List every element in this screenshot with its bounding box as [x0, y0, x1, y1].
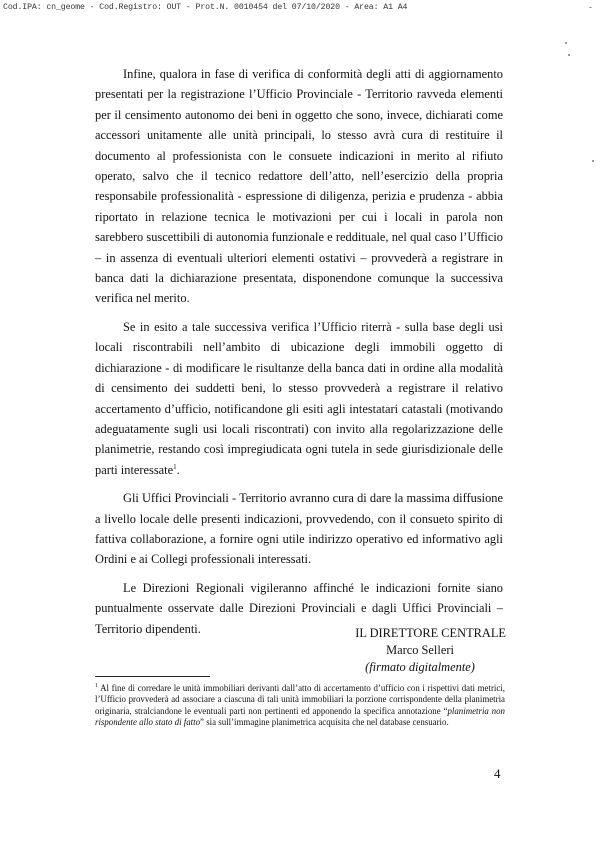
- protocol-stamp: Cod.IPA: cn_geome - Cod.Registro: OUT - Prot.N. 0010454 del 07/10/2020 - Area: A1 A4: [3, 3, 408, 12]
- paragraph-text: Se in esito a tale successiva verifica l’Ufficio riterrà - sulla base degli usi locali riscontrabili nell’ambito di ubicazione degli immobili oggetto di dichiarazione - di modificare le risultanze della banca dati in ordine alla modalità di censimento dei suddetti beni, lo stesso provvederà a registrare il relativo accertamento d’ufficio, notificandone gli esiti agli intestatari catastali (motivando adeguatamente sugli usi locali riscontrati) con invito alla regolarizzazione delle planimetrie, restando così impregiudicata ogni tutela in sede giurisdizionale delle parti interessate: [95, 319, 503, 477]
- paragraph-2: [95, 317, 503, 480]
- scan-speck: [565, 42, 567, 44]
- footnote-italic-text: planimetria non rispondente allo stato di fatto: [95, 705, 505, 728]
- corner-mark: -: [589, 2, 592, 12]
- scan-speck: [568, 54, 570, 56]
- letter-body: [95, 64, 503, 647]
- footnote-reference: 1: [173, 462, 177, 471]
- footnote: [95, 683, 505, 729]
- signatory-title: IL DIRETTORE CENTRALE: [355, 626, 506, 640]
- paragraph-1: [95, 64, 503, 309]
- footnote-text-end: ” sia sull’immagine planimetrica acquisita che nel database censuario.: [200, 717, 449, 728]
- signature-block: [330, 625, 510, 676]
- page-number: 4: [494, 766, 501, 781]
- paragraph-trailing: .: [176, 462, 180, 477]
- signatory-name: Marco Selleri: [386, 643, 454, 657]
- paragraph-text: Gli Uffici Provinciali - Territorio avranno cura di dare la massima diffusione a livello locale delle presenti indicazioni, provvedendo, con il consueto spirito di fattiva collaborazione, a fornire ogni utile indirizzo operativo ed informativo agli Ordini e ai Collegi professionali interessati.: [95, 491, 503, 567]
- paragraph-text: Infine, qualora in fase di verifica di conformità degli atti di aggiornamento presentati per la registrazione l’Ufficio Provinciale - Territorio ravveda elementi per il censimento autonomo dei beni in oggetto che sono, invece, dichiarati come accessori unitamente alle unità principali, lo stesso avrà cura di restituire il documento al professionista con le consuete indicazioni in merito al rifiuto operato, salvo che il tecnico redattore dell’atto, nell’esercizio della propria responsabile professionalità - espressione di diligenza, perizia e prudenza - abbia riportato in relazione tecnica le motivazioni per cui i locali in parola non sarebbero suscettibili di autonomia funzionale e reddituale, nel qual caso l’Ufficio – in assenza di eventuali ulteriori elementi ostativi – provvederà a registrare in banca dati la dichiarazione presentata, disponendone comunque la successiva verifica nel merito.: [95, 67, 503, 306]
- footnote-marker: 1: [95, 683, 98, 690]
- paragraph-text: Le Direzioni Regionali vigileranno affinché le indicazioni fornite siano puntualmente osservate dalle Direzioni Provinciali e dagli Uffici Provinciali – Territorio dipendenti.: [95, 580, 503, 636]
- scan-speck: [592, 160, 594, 162]
- footnote-separator: [95, 676, 210, 677]
- digital-signature-note: (firmato digitalmente): [365, 660, 475, 674]
- paragraph-3: [95, 488, 503, 570]
- footnote-text: Al fine di corredare le unità immobiliari derivanti dall’atto di accertamento d’ufficio con i rispettivi dati metrici, l’Ufficio provvederà ad associare a ciascuna di tali unità immobiliari la porzione corrispondente della planimetria originaria, stralciandone le eventuali parti non pertinenti ed apponendo la specifica annotazione “: [95, 683, 505, 716]
